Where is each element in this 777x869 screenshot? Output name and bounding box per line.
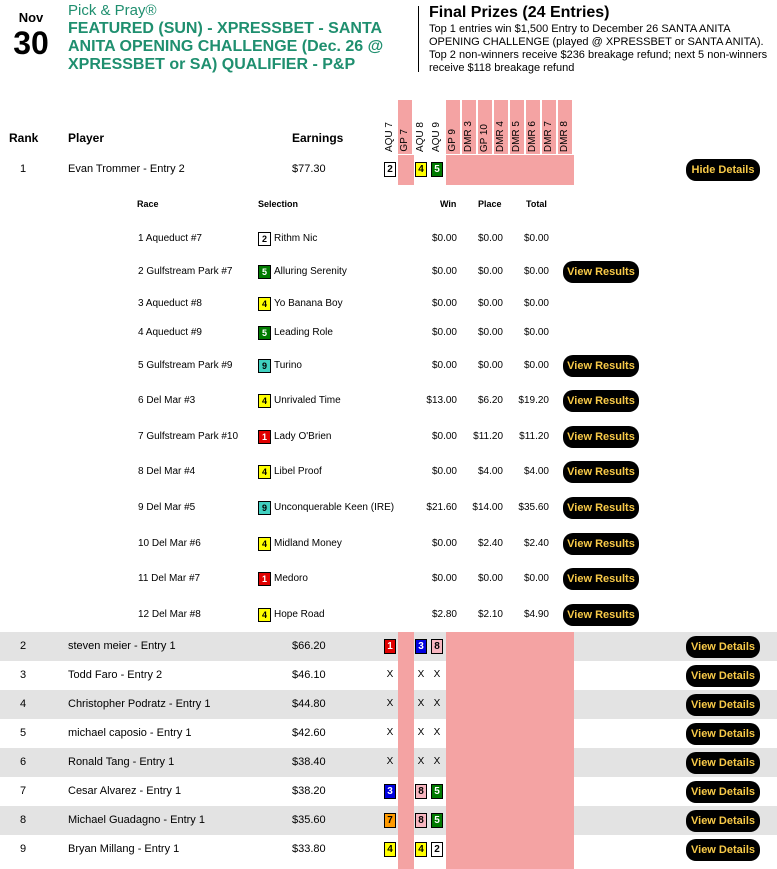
post-position-box: 9: [258, 501, 271, 515]
table-row: [0, 719, 777, 748]
pick-box: 5: [431, 784, 443, 799]
win-payout: $0.00: [431, 266, 457, 277]
details-row: [0, 394, 777, 408]
pick-box: 8: [431, 639, 443, 654]
pick-box: 4: [384, 842, 396, 857]
total-payout: $2.40: [523, 538, 549, 549]
total-payout: $0.00: [523, 266, 549, 277]
table-row: [0, 155, 777, 184]
details-row: [0, 430, 777, 444]
rank-cell: 6: [19, 756, 27, 768]
horse-name: Hope Road: [274, 609, 325, 620]
view-details-button[interactable]: View Details: [686, 752, 760, 774]
leg-header: [478, 100, 492, 154]
leg-header-label: AQU 7: [384, 121, 395, 152]
details-row: [0, 608, 777, 622]
view-results-button[interactable]: View Results: [563, 426, 639, 448]
view-results-button[interactable]: View Results: [563, 461, 639, 483]
win-payout: $0.00: [431, 233, 457, 244]
leg-header: [383, 100, 397, 154]
earnings-header: Earnings: [292, 131, 344, 145]
pick-box: X: [386, 669, 394, 680]
table-row: [0, 632, 777, 661]
earnings-cell: $44.80: [292, 698, 326, 710]
post-position-box: 4: [258, 394, 271, 408]
details-selection-header: Selection: [258, 199, 299, 209]
win-payout: $0.00: [431, 327, 457, 338]
race-name: 6 Del Mar #3: [138, 395, 196, 406]
race-name: 7 Gulfstream Park #10: [138, 431, 239, 442]
horse-name: Lady O'Brien: [274, 431, 332, 442]
pick-box: 4: [415, 162, 427, 177]
post-position-box: 4: [258, 297, 271, 311]
horse-name: Rithm Nic: [274, 233, 318, 244]
race-name: 12 Del Mar #8: [138, 609, 201, 620]
leg-band: [398, 155, 414, 185]
earnings-cell: $66.20: [292, 640, 326, 652]
pick-box: 3: [384, 784, 396, 799]
total-payout: $19.20: [518, 395, 549, 406]
view-details-button[interactable]: View Details: [686, 723, 760, 745]
view-details-button[interactable]: View Details: [686, 781, 760, 803]
total-payout: $0.00: [523, 233, 549, 244]
earnings-cell: $46.10: [292, 669, 326, 681]
place-payout: $6.20: [477, 395, 503, 406]
earnings-cell: $33.80: [292, 843, 326, 855]
rank-cell: 1: [19, 163, 27, 175]
post-position-box: 5: [258, 326, 271, 340]
pick-box: X: [417, 698, 425, 709]
pick-box: 8: [415, 813, 427, 828]
table-row: [0, 806, 777, 835]
earnings-cell: $42.60: [292, 727, 326, 739]
date-badge: [10, 10, 52, 59]
pick-box: 2: [431, 842, 443, 857]
date-day: 30: [13, 25, 49, 61]
leg-header: [430, 100, 444, 154]
place-payout: $0.00: [477, 327, 503, 338]
leg-header: [542, 100, 556, 154]
total-payout: $0.00: [523, 573, 549, 584]
details-row: [0, 326, 777, 340]
post-position-box: 1: [258, 572, 271, 586]
place-payout: $0.00: [477, 573, 503, 584]
total-payout: $0.00: [523, 327, 549, 338]
place-payout: $11.20: [473, 431, 503, 442]
pick-box: 4: [415, 842, 427, 857]
leg-header-label: GP 10: [479, 123, 490, 152]
horse-name: Midland Money: [274, 538, 342, 549]
details-place-header: Place: [478, 199, 502, 209]
post-position-box: 4: [258, 537, 271, 551]
contest-header: [68, 2, 403, 74]
race-name: 10 Del Mar #6: [138, 538, 201, 549]
rank-cell: 3: [19, 669, 27, 681]
view-details-button[interactable]: View Details: [686, 839, 760, 861]
total-payout: $0.00: [523, 298, 549, 309]
total-payout: $11.20: [519, 431, 549, 442]
horse-name: Turino: [274, 360, 302, 371]
rank-cell: 2: [19, 640, 27, 652]
rank-cell: 5: [19, 727, 27, 739]
details-row: [0, 572, 777, 586]
leg-header: [398, 100, 412, 154]
horse-name: Yo Banana Boy: [274, 298, 343, 309]
view-results-button[interactable]: View Results: [563, 568, 639, 590]
pick-box: X: [417, 727, 425, 738]
leg-header-label: DMR 4: [495, 120, 506, 152]
player-name: Bryan Millang - Entry 1: [68, 843, 180, 855]
prizes-panel: [429, 4, 769, 75]
post-position-box: 2: [258, 232, 271, 246]
place-payout: $2.40: [477, 538, 503, 549]
player-name: michael caposio - Entry 1: [68, 727, 192, 739]
pick-box: 2: [384, 162, 396, 177]
post-position-box: 4: [258, 465, 271, 479]
player-name: Todd Faro - Entry 2: [68, 669, 163, 681]
win-payout: $21.60: [426, 502, 457, 513]
details-race-header: Race: [137, 199, 159, 209]
rank-cell: 9: [19, 843, 27, 855]
details-row: [0, 297, 777, 311]
race-name: 5 Gulfstream Park #9: [138, 360, 233, 371]
total-payout: $35.60: [518, 502, 549, 513]
race-name: 4 Aqueduct #9: [138, 327, 202, 338]
pick-box: 5: [431, 162, 443, 177]
win-payout: $0.00: [431, 360, 457, 371]
contest-title: FEATURED (SUN) - XPRESSBET - SANTA ANITA OPENING CHALLENGE (Dec. 26 @ XPRESSBET or SA) QUALIFIER - P&P: [68, 20, 384, 73]
win-payout: $0.00: [431, 538, 457, 549]
leg-header: [526, 100, 540, 154]
details-row: [0, 501, 777, 515]
pick-box: X: [433, 727, 441, 738]
view-results-button[interactable]: View Results: [563, 497, 639, 519]
leg-header: [462, 100, 476, 154]
details-row: [0, 265, 777, 279]
view-results-button[interactable]: View Results: [563, 390, 639, 412]
post-position-box: 9: [258, 359, 271, 373]
earnings-cell: $38.20: [292, 785, 326, 797]
view-results-button[interactable]: View Results: [563, 533, 639, 555]
leg-header-label: DMR 5: [511, 120, 522, 152]
pick-box: 8: [415, 784, 427, 799]
hide-details-button[interactable]: Hide Details: [686, 159, 760, 181]
leg-header: [510, 100, 524, 154]
post-position-box: 5: [258, 265, 271, 279]
player-name: Evan Trommer - Entry 2: [68, 163, 185, 175]
leg-header-label: AQU 8: [415, 121, 426, 152]
view-results-button[interactable]: View Results: [563, 604, 639, 626]
win-payout: $0.00: [431, 573, 457, 584]
prizes-heading: Final Prizes (24 Entries): [429, 4, 610, 21]
rank-cell: 4: [19, 698, 27, 710]
race-name: 9 Del Mar #5: [138, 502, 196, 513]
date-month: Nov: [18, 10, 44, 25]
race-name: 3 Aqueduct #8: [138, 298, 202, 309]
horse-name: Leading Role: [274, 327, 333, 338]
earnings-cell: $35.60: [292, 814, 326, 826]
view-results-button[interactable]: View Results: [563, 355, 639, 377]
table-row: [0, 835, 777, 864]
pick-box: X: [433, 756, 441, 767]
pick-box: X: [386, 698, 394, 709]
pick-box: 1: [384, 639, 396, 654]
leg-header: [494, 100, 508, 154]
rank-header: Rank: [9, 131, 39, 145]
post-position-box: 1: [258, 430, 271, 444]
place-payout: $0.00: [477, 233, 503, 244]
leg-band: [446, 632, 574, 869]
win-payout: $0.00: [431, 298, 457, 309]
win-payout: $0.00: [431, 431, 457, 442]
place-payout: $0.00: [477, 298, 503, 309]
total-payout: $4.90: [523, 609, 549, 620]
player-name: Christopher Podratz - Entry 1: [68, 698, 211, 710]
table-row: [0, 748, 777, 777]
post-position-box: 4: [258, 608, 271, 622]
place-payout: $4.00: [477, 466, 503, 477]
leg-header: [558, 100, 572, 154]
place-payout: $0.00: [477, 360, 503, 371]
header-divider: [418, 6, 419, 72]
table-row: [0, 777, 777, 806]
total-payout: $0.00: [523, 360, 549, 371]
pick-box: X: [433, 698, 441, 709]
view-details-button[interactable]: View Details: [686, 694, 760, 716]
player-name: Michael Guadagno - Entry 1: [68, 814, 205, 826]
pick-box: 5: [431, 813, 443, 828]
win-payout: $13.00: [426, 395, 457, 406]
win-payout: $0.00: [431, 466, 457, 477]
horse-name: Unrivaled Time: [274, 395, 341, 406]
view-details-button[interactable]: View Details: [686, 636, 760, 658]
leg-band: [398, 632, 414, 869]
horse-name: Alluring Serenity: [274, 266, 347, 277]
leg-header-label: DMR 6: [527, 120, 538, 152]
contest-subtitle: Pick & Pray®: [68, 2, 157, 19]
details-row: [0, 359, 777, 373]
pick-box: X: [386, 756, 394, 767]
view-results-button[interactable]: View Results: [563, 261, 639, 283]
horse-name: Unconquerable Keen (IRE): [274, 502, 395, 513]
pick-box: X: [417, 756, 425, 767]
table-row: [0, 661, 777, 690]
place-payout: $14.00: [472, 502, 503, 513]
horse-name: Libel Proof: [274, 466, 322, 477]
player-name: Cesar Alvarez - Entry 1: [68, 785, 182, 797]
race-name: 2 Gulfstream Park #7: [138, 266, 233, 277]
details-total-header: Total: [526, 199, 547, 209]
leg-header: [414, 100, 428, 154]
leg-header-label: GP 7: [399, 129, 410, 152]
place-payout: $2.10: [477, 609, 503, 620]
earnings-cell: $38.40: [292, 756, 326, 768]
place-payout: $0.00: [477, 266, 503, 277]
horse-name: Medoro: [274, 573, 308, 584]
player-header: Player: [68, 131, 105, 145]
leg-header-label: AQU 9: [431, 121, 442, 152]
details-win-header: Win: [440, 199, 457, 209]
view-details-button[interactable]: View Details: [686, 665, 760, 687]
leg-header-label: DMR 8: [559, 120, 570, 152]
leg-header: [446, 100, 460, 154]
total-payout: $4.00: [523, 466, 549, 477]
leg-header-label: DMR 7: [543, 120, 554, 152]
details-row: [0, 232, 777, 246]
player-name: Ronald Tang - Entry 1: [68, 756, 175, 768]
rank-cell: 8: [19, 814, 27, 826]
pick-box: X: [433, 669, 441, 680]
pick-box: X: [386, 727, 394, 738]
race-name: 11 Del Mar #7: [138, 573, 201, 584]
earnings-cell: $77.30: [292, 163, 326, 175]
leg-header-label: GP 9: [447, 129, 458, 152]
race-name: 8 Del Mar #4: [138, 466, 196, 477]
leg-header-label: DMR 3: [463, 120, 474, 152]
pick-box: 3: [415, 639, 427, 654]
prizes-text: Top 1 entries win $1,500 Entry to December 26 SANTA ANITA OPENING CHALLENGE (played @ XPRESSBET or SANTA ANITA). Top 2 non-winners receive $236 breakage refund; next 5 non-winners receive $118 breakage refund: [429, 23, 768, 74]
rank-cell: 7: [19, 785, 27, 797]
view-details-button[interactable]: View Details: [686, 810, 760, 832]
details-row: [0, 537, 777, 551]
race-name: 1 Aqueduct #7: [138, 233, 202, 244]
leg-band: [446, 155, 574, 185]
player-name: steven meier - Entry 1: [68, 640, 176, 652]
win-payout: $2.80: [431, 609, 457, 620]
pick-box: X: [417, 669, 425, 680]
pick-box: 7: [384, 813, 396, 828]
details-row: [0, 465, 777, 479]
table-row: [0, 690, 777, 719]
